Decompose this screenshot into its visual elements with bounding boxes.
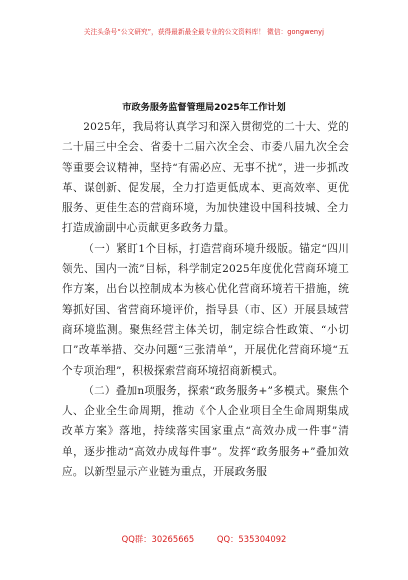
paragraph-item-1: （一）紧盯1个目标，打造营商环境升级版。锚定“四川领先、国内一流”目标，科学制定2025年度优化营商环境工作方案，出台以控制成本为核心优化营商环境若干措施，统筹抓好国、省营商环境评价，指导县（市、区）开展县域营商环境监测。聚焦经营主体关切，制定综合性政策、“小切口”改革举措、交办问题“三张清单”，开展优化营商环境“五个专项治理”，积极探索营商环境招商新模式。 (62, 242, 349, 377)
footer-qq: QQ：535304092 (216, 534, 287, 544)
document-body (62, 117, 349, 482)
footer-qq-group: QQ群：30265665 (121, 534, 195, 544)
header-promo-note: 关注头条号“公文研究”，获得最新最全最专业的公文资料库！ 微信：gongwenyj (83, 28, 325, 36)
footer-contact (0, 533, 408, 545)
paragraph-intro: 2025年，我局将认真学习和深入贯彻党的二十大、党的二十届三中全会、省委十二届六次全会、市委八届九次全会等重要会议精神，坚持“有需必应、无事不扰”，进一步抓改革、谋创新、促发展，全力打造更低成本、更高效率、更优服务、更佳生态的营商环境，为加快建设中国科技城、全力打造成渝副中心贡献更多政务力量。 (62, 121, 349, 235)
document-title: 市政务服务监督管理局2025年工作计划 (122, 102, 286, 113)
paragraph-item-2: （二）叠加n项服务，探索“政务服务+”多模式。聚焦个人、企业全生命周期，推动《个人企业项目全生命周期集成改革方案》落地，持续落实国家重点“高效办成一件事”清单，逐步推动“高效办成每件事”。发挥“政务服务+”叠加效应。以新型显示产业链为重点，开展政务服 (62, 384, 349, 479)
